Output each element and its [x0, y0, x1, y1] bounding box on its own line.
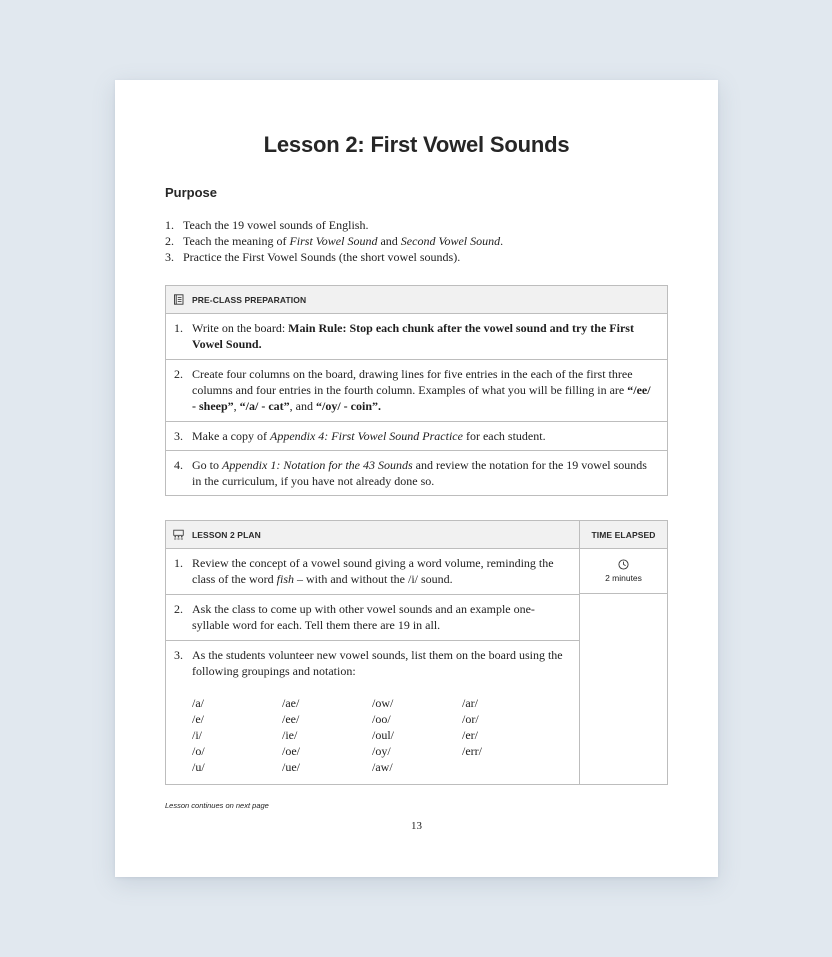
- text-run: Ask the class to come up with other vowel sounds and an example one-syllable word for each. Tell them there are 19 in all.: [192, 602, 535, 632]
- bold-text: “/oy/ - coin”.: [316, 399, 381, 413]
- plan-row-content: [192, 647, 569, 778]
- plan-row: [166, 549, 579, 594]
- vowel-notation: /or/: [462, 712, 479, 726]
- purpose-item-text: [183, 249, 460, 265]
- vowel-column: [192, 695, 282, 775]
- text-run: , and: [289, 399, 316, 413]
- lesson-plan-header: [166, 521, 580, 548]
- vowel-notation: /i/: [192, 728, 203, 742]
- lesson-plan-body: [166, 549, 667, 784]
- vowel-notation: /o/: [192, 744, 205, 758]
- preclass-row-number: 3.: [174, 429, 183, 443]
- purpose-item: [165, 233, 665, 249]
- vowel-notation-grid: [192, 695, 569, 775]
- vowel-notation: /ar/: [462, 696, 478, 710]
- text-run: As the students volunteer new vowel sounds, list them on the board using the following groupings and notation:: [192, 648, 563, 678]
- text-run: Teach the meaning of: [183, 234, 290, 248]
- bold-text: Main Rule: Stop each chunk after the vowel sound and try the First Vowel Sound.: [192, 321, 634, 351]
- lesson-plan-header-label: LESSON 2 PLAN: [192, 529, 261, 540]
- preclass-header-label: PRE-CLASS PREPARATION: [192, 294, 307, 305]
- purpose-item-number: 1.: [165, 218, 174, 232]
- plan-row: [166, 640, 579, 784]
- preclass-row-text: [192, 366, 657, 415]
- vowel-notation: /oo/: [372, 712, 391, 726]
- preclass-row-number: 2.: [174, 367, 183, 381]
- vowel-notation: /aw/: [372, 760, 393, 774]
- text-run: Make a copy of: [192, 429, 270, 443]
- time-elapsed-value: 2 minutes: [605, 573, 642, 583]
- preclass-row: [166, 421, 667, 450]
- text-run: and review the notation for the 19 vowel sounds in the curriculum, if you have not already done so.: [192, 458, 647, 488]
- text-run: for each student.: [462, 429, 546, 443]
- italic-text: First Vowel Sound: [289, 234, 378, 248]
- preclass-row-number: 1.: [174, 321, 183, 335]
- time-elapsed-header: TIME ELAPSED: [580, 521, 667, 548]
- preclass-table: [165, 285, 668, 496]
- preclass-row: [166, 359, 667, 421]
- clock-icon: [618, 559, 629, 570]
- vowel-column: [282, 695, 372, 775]
- purpose-heading: Purpose: [165, 185, 218, 200]
- page-title: Lesson 2: First Vowel Sounds: [263, 132, 570, 157]
- page-number: 13: [411, 820, 422, 832]
- vowel-notation: /ae/: [282, 696, 300, 710]
- lesson-plan-steps: [166, 549, 580, 784]
- lesson-plan-table: [165, 520, 668, 785]
- text-run: Review the concept of a vowel sound giving a word volume, reminding the class of the word: [192, 556, 554, 586]
- text-run: Create four columns on the board, drawing lines for five entries in the each of the first three columns and four entries in the fourth column. Examples of what you will be filling in are: [192, 367, 633, 397]
- preclass-row: [166, 314, 667, 359]
- vowel-notation: /ee/: [282, 712, 300, 726]
- preclass-row-number: 4.: [174, 458, 183, 472]
- time-elapsed-cell: [580, 549, 667, 594]
- plan-row-text: [192, 648, 563, 678]
- purpose-item-number: 3.: [165, 250, 174, 264]
- plan-row-number: 1.: [174, 556, 183, 570]
- purpose-item-text: [183, 233, 503, 249]
- text-run: – with and without the /i/ sound.: [294, 572, 453, 586]
- text-run: .: [500, 234, 504, 248]
- vowel-notation: /ue/: [282, 760, 300, 774]
- classroom-icon: [173, 529, 184, 540]
- vowel-notation: /ie/: [282, 728, 298, 742]
- preclass-row: [166, 450, 667, 495]
- plan-row-text: [192, 555, 569, 588]
- vowel-notation: /err/: [462, 744, 482, 758]
- purpose-item-text: [183, 217, 368, 233]
- purpose-item-number: 2.: [165, 234, 174, 248]
- text-run: Teach the 19 vowel sounds of English.: [183, 218, 369, 232]
- document-page: [115, 80, 718, 877]
- plan-row: [166, 594, 579, 640]
- italic-text: Appendix 4: First Vowel Sound Practice: [269, 429, 463, 443]
- preclass-table-header: [166, 286, 667, 314]
- lesson-plan-header-row: [166, 521, 667, 549]
- italic-text: Second Vowel Sound: [400, 234, 501, 248]
- preclass-row-text: [192, 428, 657, 444]
- preclass-row-text: [192, 320, 657, 353]
- time-elapsed-column: [580, 549, 667, 784]
- text-run: ,: [233, 399, 240, 413]
- italic-text: Appendix 1: Notation for the 43 Sounds: [222, 458, 413, 472]
- vowel-notation: /e/: [192, 712, 204, 726]
- bold-text: “/ee/ - sheep”: [192, 383, 651, 413]
- vowel-column: [462, 695, 552, 775]
- purpose-item: [165, 249, 665, 265]
- plan-row-number: 2.: [174, 602, 183, 616]
- text-run: Write on the board:: [192, 321, 289, 335]
- notebook-icon: [173, 294, 184, 305]
- continuation-note: Lesson continues on next page: [165, 801, 269, 810]
- text-run: Practice the First Vowel Sounds (the short vowel sounds).: [183, 250, 461, 264]
- purpose-list: [165, 217, 665, 265]
- purpose-item: [165, 217, 665, 233]
- plan-row-number: 3.: [174, 648, 183, 662]
- vowel-notation: /oe/: [282, 744, 300, 758]
- italic-text: fish: [276, 572, 294, 586]
- vowel-notation: /ow/: [372, 696, 394, 710]
- vowel-notation: /a/: [192, 696, 204, 710]
- text-run: and: [377, 234, 401, 248]
- preclass-row-text: [192, 457, 657, 489]
- text-run: Go to: [192, 458, 222, 472]
- plan-row-text: [192, 601, 569, 634]
- vowel-column: [372, 695, 462, 775]
- bold-text: “/a/ - cat”: [239, 399, 290, 413]
- vowel-notation: /u/: [192, 760, 205, 774]
- vowel-notation: /er/: [462, 728, 478, 742]
- vowel-notation: /oy/: [372, 744, 391, 758]
- vowel-notation: /oul/: [372, 728, 395, 742]
